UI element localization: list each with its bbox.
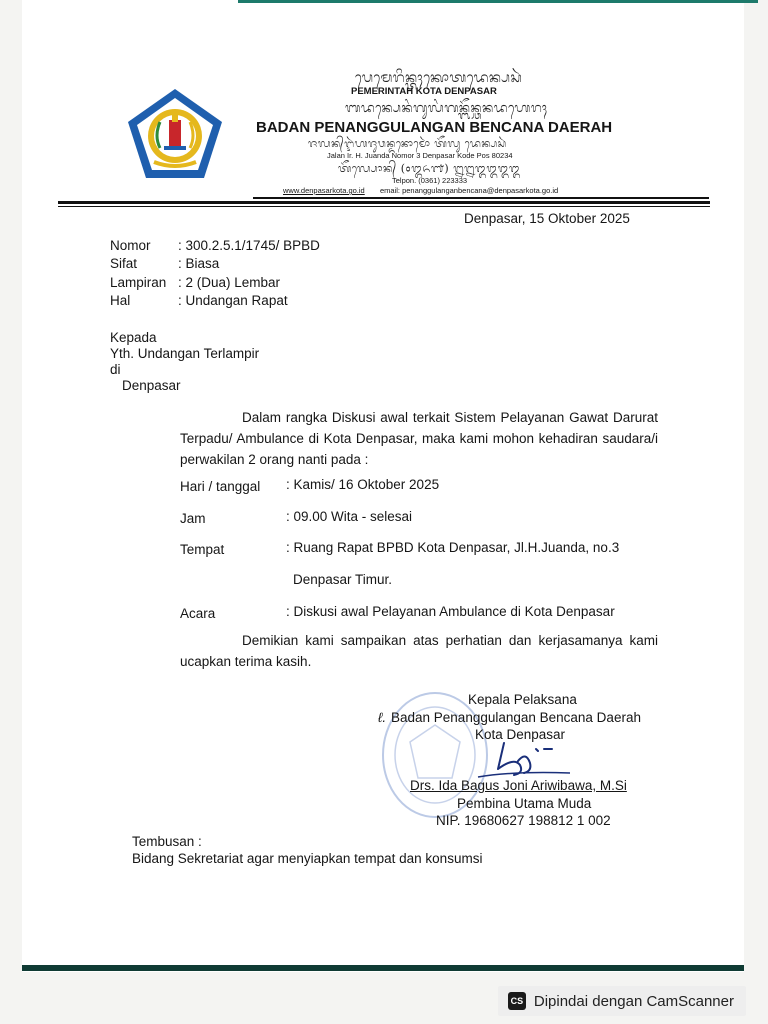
detail-value: Denpasar Timur.	[293, 572, 393, 587]
scan-bottom-edge	[22, 965, 744, 971]
letterhead-divider	[253, 197, 709, 199]
denpasar-city-logo	[124, 86, 226, 182]
intro-text: Dalam rangka Diskusi awal terkait Sistem Pelayanan Gawat Darurat Terpadu/ Ambulance di Kota Denpasar, maka kami mohon kehadiran saudara/i perwakilan 2 orang nanti pada :	[180, 410, 658, 467]
meta-value: : 2 (Dua) Lembar	[178, 275, 281, 290]
signatory-rank: Pembina Utama Muda	[457, 796, 592, 811]
balinese-script-line: ᬢᭂᬮ᭄ᬧᭀᬦ᭄ (᭐᭓᭖᭑) ᭒᭒᭓᭓᭓᭓	[338, 162, 521, 175]
recipient-name: Yth. Undangan Terlampir	[110, 346, 260, 361]
agency-phone: Telpon. (0361) 223333	[392, 176, 468, 185]
camscanner-watermark	[498, 986, 746, 1016]
agency-website[interactable]: www.denpasarkota.go.id	[283, 186, 365, 195]
recipient-city: Denpasar	[122, 378, 181, 393]
agency-name: BADAN PENANGGULANGAN BENCANA DAERAH	[256, 119, 613, 136]
meta-value: : Biasa	[178, 256, 220, 271]
signature-title: Badan Penanggulangan Bencana Daerah	[391, 710, 641, 725]
signature-title: Kepala Pelaksana	[468, 692, 577, 707]
agency-address: Jalan Ir. H. Juanda Nomor 3 Denpasar Kode Pos 80234	[327, 151, 513, 160]
government-name: PEMERINTAH KOTA DENPASAR	[351, 86, 497, 97]
signature-title: Kota Denpasar	[475, 727, 566, 742]
letterhead-divider	[58, 201, 710, 204]
cc-label: Tembusan :	[132, 834, 202, 849]
meta-label: Sifat	[110, 256, 138, 271]
signatory-nip: NIP. 19680627 198812 1 002	[436, 813, 611, 828]
detail-label: Hari / tanggal	[180, 479, 261, 494]
signatory-name: Drs. Ida Bagus Joni Ariwibawa, M.Si	[410, 778, 627, 793]
letterhead-divider	[58, 206, 710, 207]
balinese-script-line: ᬚᬮᬦ᭄ᬇᬃᬳᬚᬸᬯᬦ᭄ᬤᬦᭀᬫᭀᬃ ᬢᭂᬮᬸ ᬤᬾᬦ᭄ᬧᬲᬃ	[308, 138, 507, 150]
camscanner-icon: CS	[508, 992, 526, 1010]
detail-value: : Ruang Rapat BPBD Kota Denpasar, Jl.H.Juanda, no.3	[286, 540, 620, 555]
camscanner-text: Dipindai dengan CamScanner	[533, 992, 734, 1010]
balinese-script-line: ᬧᬾᬫᬾᬭᬶᬦ᭄ᬢᬄᬓᭀᬢᬤᬾᬦ᭄ᬧᬲᬃ	[355, 70, 523, 86]
meta-label: Hal	[110, 293, 131, 308]
agency-email: email: penanggulanganbencana@denpasarkota.go.id	[380, 186, 559, 195]
meta-label: Nomor	[110, 238, 151, 253]
meta-label: Lampiran	[110, 275, 167, 290]
detail-label: Jam	[180, 511, 206, 526]
intro-paragraph	[180, 407, 658, 470]
signature-mark: ℓ.	[378, 710, 387, 725]
recipient-kepada: Kepada	[110, 330, 157, 345]
detail-value: : Kamis/ 16 Oktober 2025	[286, 477, 440, 492]
letter-date: Denpasar, 15 Oktober 2025	[464, 211, 630, 226]
recipient-di: di	[110, 362, 121, 377]
closing-paragraph	[180, 630, 658, 672]
detail-label: Acara	[180, 606, 216, 621]
cc-item: Bidang Sekretariat agar menyiapkan tempat dan konsumsi	[132, 851, 483, 866]
scan-top-edge	[238, 0, 758, 3]
balinese-script-line: ᬩᬤᬦ᭄ᬧᬾᬦᬂᬕᬸᬮᬂᬕᬦ᭄ᬩᭂᬦ᭄ᬘᬦᬤᬳᬾᬭᬄ	[345, 101, 548, 116]
detail-value: : 09.00 Wita - selesai	[286, 509, 413, 524]
meta-value: : 300.2.5.1/1745/ BPBD	[178, 238, 320, 253]
detail-value: : Diskusi awal Pelayanan Ambulance di Kota Denpasar	[286, 604, 615, 619]
detail-label: Tempat	[180, 542, 225, 557]
closing-text: Demikian kami sampaikan atas perhatian dan kerjasamanya kami ucapkan terima kasih.	[180, 633, 658, 669]
meta-value: : Undangan Rapat	[178, 293, 288, 308]
